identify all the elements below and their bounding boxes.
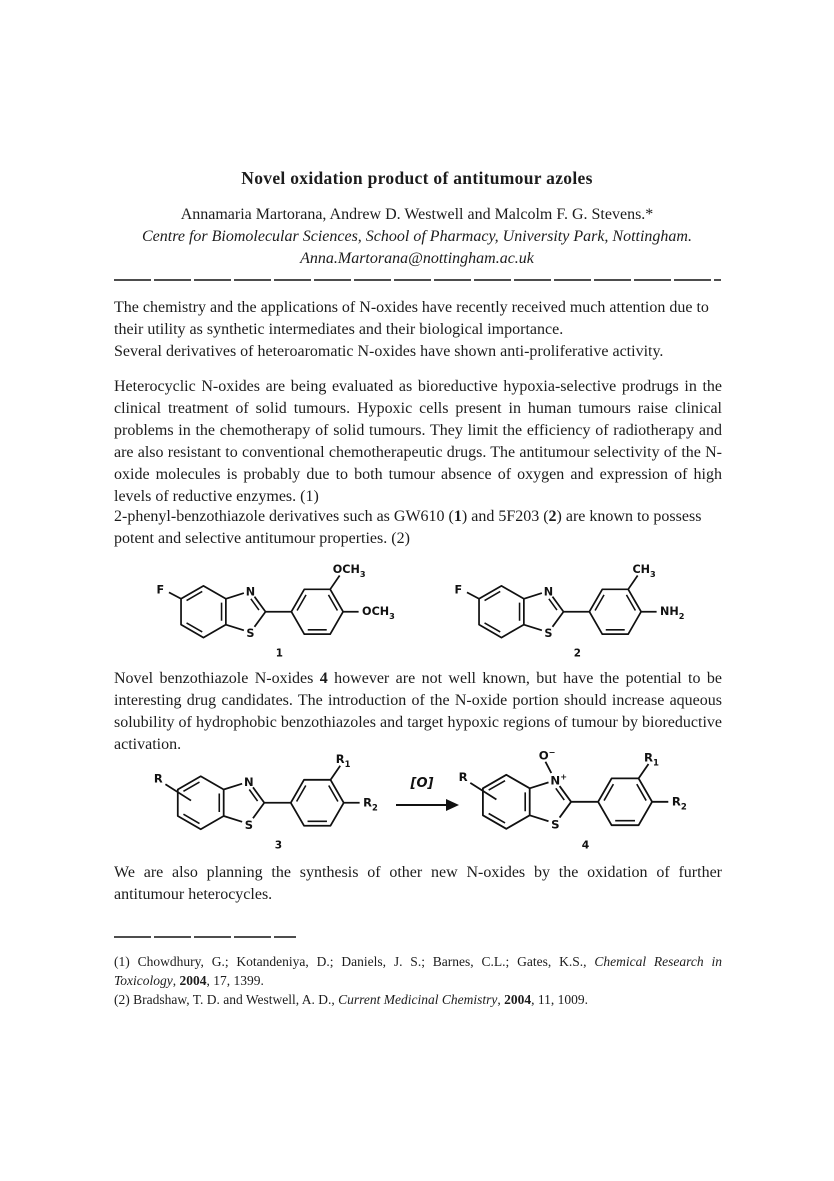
p3-text-1: 2-phenyl-benzothiazole derivatives such as GW610 (: [114, 508, 454, 525]
p3-text-3: ) are known to possess potent and selective antitumour properties. (2): [114, 508, 702, 547]
ref2-journal: Current Medicinal Chemistry: [338, 992, 498, 1007]
compound-number-2: 2: [573, 647, 581, 660]
structure-4-double-bonds: [489, 781, 646, 823]
header-separator-rule: [114, 279, 721, 281]
p4-text-2: however are not well known, but have the potential to be interesting drug candidates. The introduction of the N-oxide portion should increase aqueous solubility of hydrophobic benzothiazoles and target hypoxic regions of tumour by bioreductive activation.: [114, 670, 722, 753]
oxidation-label: [O]: [410, 776, 434, 791]
paragraph-intro: [114, 297, 722, 363]
paragraph-hypoxia: Heterocyclic N-oxides are being evaluated as bioreductive hypoxia-selective prodrugs in the clinical treatment of solid tumours. Hypoxic cells present in human tumours raise clinical problems in the chemotherapy of solid tumours. They limit the efficiency of radiotherapy and are also resistant to conventional chemotherapeutic drugs. The antitumour selectivity of the N-oxide molecules is probably due to both tumour absence of oxygen and expression of high levels of reductive enzymes. (1): [114, 378, 722, 505]
email-line: Anna.Martorana@nottingham.ac.uk: [300, 250, 534, 267]
sulfur-label: S: [244, 817, 253, 832]
structure-3-double-bonds: [183, 782, 337, 823]
nitrogen-plus-label: N+: [550, 771, 567, 788]
r-group-label: R: [153, 771, 163, 786]
nitrogen-label: N: [244, 774, 254, 789]
fluorine-label: F: [454, 583, 463, 597]
amine-right-label: $NH_2$: [660, 605, 685, 622]
compound-number-4: 4: [581, 838, 590, 852]
paragraph-intro-text2: Several derivatives of heteroaromatic N-oxides have shown anti-proliferative activity.: [114, 343, 664, 360]
paragraph-noxides: [114, 668, 722, 756]
p4-compound-4: 4: [319, 670, 328, 687]
r2-group-label: $R_2$: [671, 794, 687, 813]
ref2-text-2: ,: [497, 992, 505, 1007]
r-group-label: R: [458, 770, 468, 785]
affiliation-line: Centre for Biomolecular Sciences, School of Pharmacy, University Park, Nottingham.: [142, 228, 692, 245]
methoxy-top-label: $OCH_3$: [332, 562, 366, 579]
r1-group-label: $R_1$: [644, 750, 659, 769]
structure-4-bonds: [470, 762, 668, 832]
reference-1: [114, 952, 722, 990]
structure-1-bonds: [169, 576, 359, 641]
oxide-label: O−: [538, 747, 556, 763]
fluorine-label: F: [156, 583, 165, 597]
sulfur-label: S: [246, 627, 255, 641]
nitrogen-label: N: [245, 585, 256, 599]
paragraph-intro-text: The chemistry and the applications of N-oxides have recently received much attention due to their utility as synthetic intermediates and their biological importance.: [114, 299, 709, 338]
p3-text-2: ) and 5F203 (: [461, 508, 549, 525]
ref1-text-3: , 17, 1399.: [206, 973, 264, 988]
ref1-journal: Chemical Research in Toxicology: [114, 954, 723, 988]
structure-1-diagram: [150, 558, 400, 662]
structure-1-double-bonds: [187, 591, 338, 632]
p3-compound-2: 2: [548, 508, 557, 525]
ref1-text-1: (1) Chowdhury, G.; Kotandeniya, D.; Daniels, J. S.; Barnes, C.L.; Gates, K.S.,: [114, 954, 595, 969]
ref1-text-2: ,: [172, 973, 180, 988]
paragraph-derivatives: [114, 506, 722, 550]
footnote-separator-rule: [114, 936, 296, 938]
methyl-top-label: $CH_3$: [632, 562, 656, 579]
methoxy-right-label: $OCH_3$: [362, 605, 395, 622]
ref2-text-3: , 11, 1009.: [531, 992, 588, 1007]
p4-text-1: Novel benzothiazole N-oxides: [114, 670, 320, 687]
structure-2-double-bonds: [485, 591, 636, 632]
ref1-year: 2004: [179, 973, 207, 988]
page-title: Novel oxidation product of antitumour azoles: [241, 168, 593, 188]
structure-2-diagram: [448, 558, 698, 662]
reference-2: [114, 990, 722, 1009]
sulfur-label: S: [544, 627, 553, 641]
ref2-year: 2004: [504, 992, 532, 1007]
structure-4-diagram: [450, 746, 712, 854]
structure-3-bonds: [165, 766, 359, 830]
structure-2-bonds: [467, 576, 657, 641]
sulfur-label: S: [551, 817, 560, 832]
compound-number-3: 3: [274, 839, 283, 852]
r2-group-label: $R_2$: [363, 795, 378, 813]
nitrogen-label: N: [543, 585, 554, 599]
r1-group-label: $R_1$: [335, 752, 351, 770]
compound-number-1: 1: [275, 647, 283, 660]
structure-3-diagram: [146, 748, 402, 854]
ref2-text-1: (2) Bradshaw, T. D. and Westwell, A. D.,: [114, 992, 339, 1007]
p3-compound-1: 1: [453, 508, 462, 525]
authors-line: Annamaria Martorana, Andrew D. Westwell and Malcolm F. G. Stevens.*: [180, 206, 654, 223]
paragraph-planning: We are also planning the synthesis of other new N-oxides by the oxidation of further antitumour heterocycles.: [114, 864, 722, 903]
